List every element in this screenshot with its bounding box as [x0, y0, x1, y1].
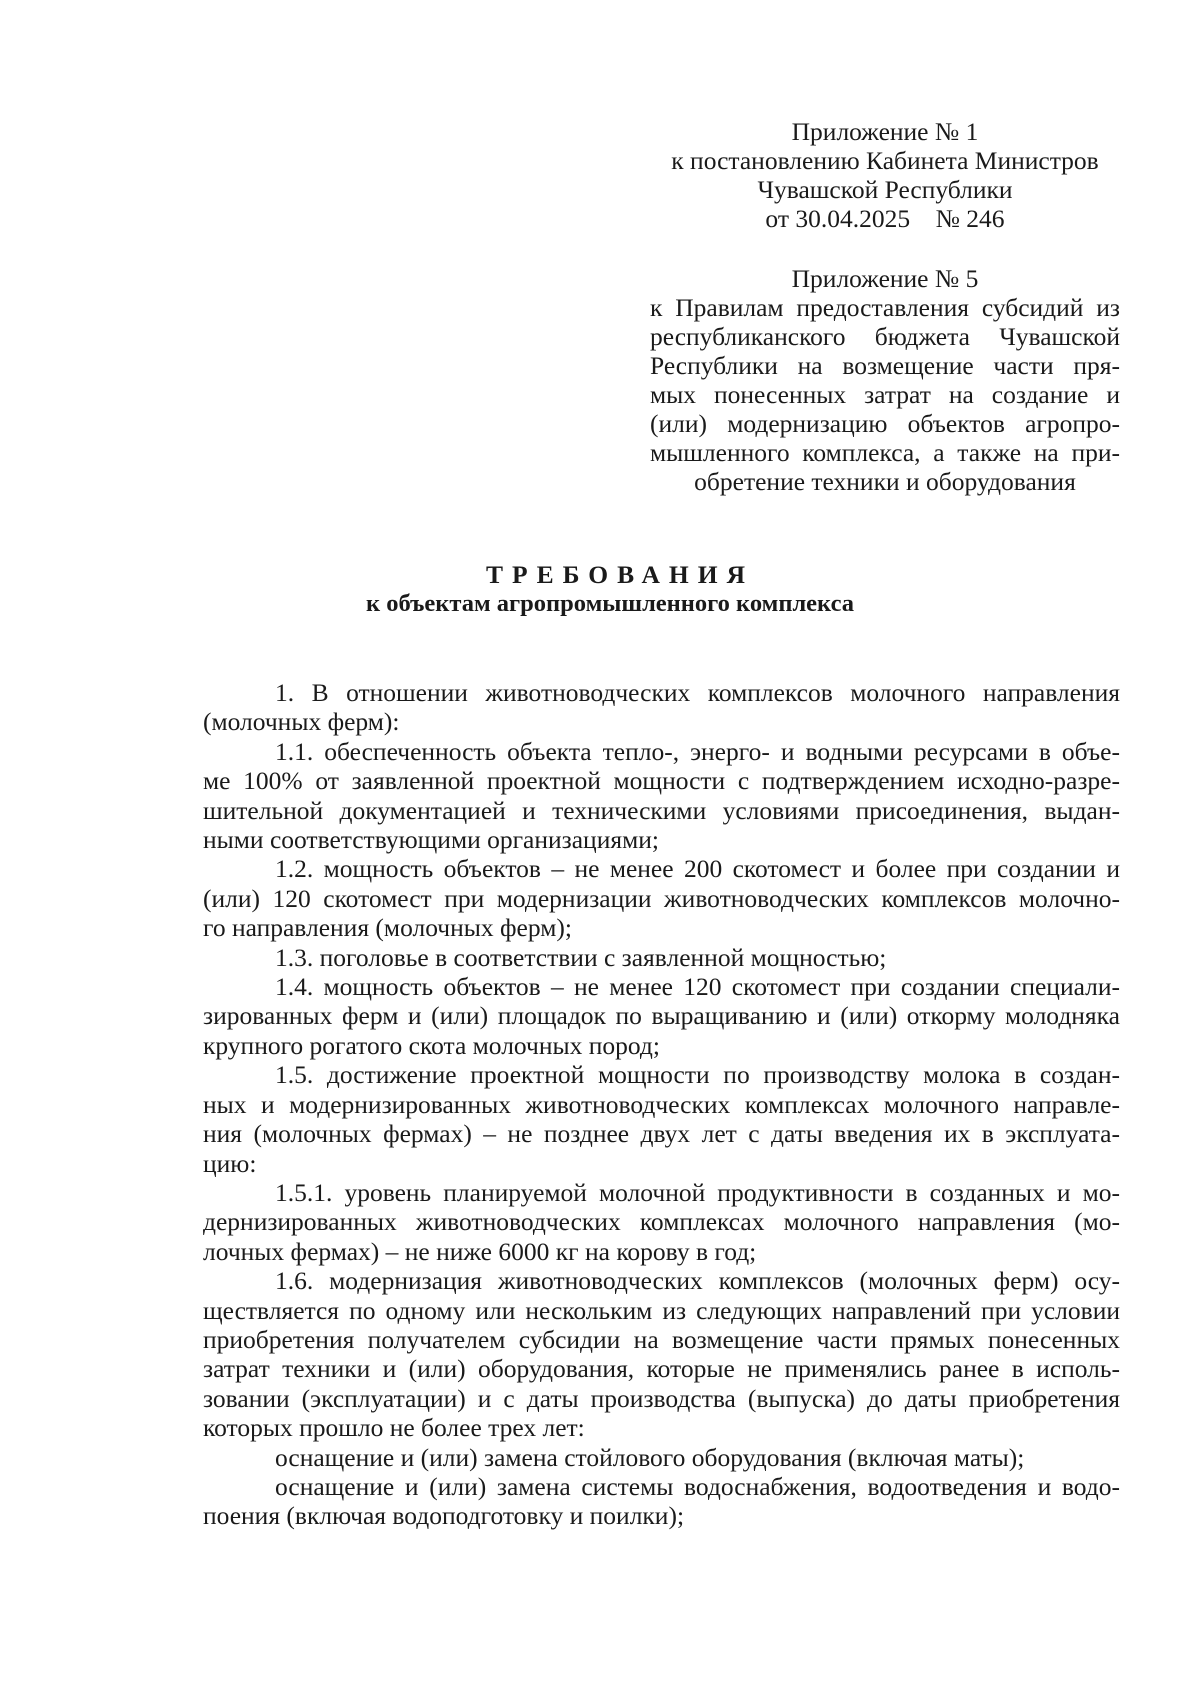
body-line: (или) 120 скотомест при модернизации животноводческих комплексов молочно- [203, 883, 1120, 913]
body-line: оснащение и (или) замена системы водоснабжения, водоотведения и водо- [275, 1471, 1120, 1501]
appendix-5-line: республиканского бюджета Чувашской [650, 322, 1120, 351]
appendix-1-line: к постановлению Кабинета Министров [671, 146, 1099, 175]
body-line: поения (включая водоподготовку и поилки); [203, 1501, 685, 1531]
body-line: ния (молочных фермах) – не позднее двух лет с даты введения их в эксплуата- [203, 1119, 1120, 1149]
body-line: ме 100% от заявленной проектной мощности с подтверждением исходно-разре- [203, 766, 1120, 796]
body-line: 1.3. поголовье в соответствии с заявленной мощностью; [275, 942, 887, 972]
appendix-5-line: Республики на возмещение части пря- [650, 351, 1120, 380]
body-line: ных и модернизированных животноводческих комплексах молочного направле- [203, 1089, 1120, 1119]
body-line: 1.6. модернизация животноводческих комплексов (молочных ферм) осу- [275, 1266, 1120, 1296]
appendix-5-header [650, 264, 1120, 496]
appendix-1-line: Приложение № 1 [791, 117, 979, 146]
appendix-5-line: Приложение № 5 [791, 264, 979, 293]
document-body [203, 678, 1120, 1531]
appendix-5-line: мышленного комплекса, а также на при- [650, 438, 1120, 467]
body-line: 1.1. обеспеченность объекта тепло-, энерго- и водными ресурсами в объе- [275, 736, 1120, 766]
body-line: 1.5. достижение проектной мощности по производству молока в создан- [275, 1060, 1120, 1090]
body-line: шительной документацией и техническими условиями присоединения, выдан- [203, 795, 1120, 825]
body-line: 1.5.1. уровень планируемой молочной продуктивности в созданных и мо- [275, 1177, 1120, 1207]
body-line: дернизированных животноводческих комплексах молочного направления (мо- [203, 1207, 1120, 1237]
appendix-5-line: к Правилам предоставления субсидий из [650, 293, 1120, 322]
body-line: 1. В отношении животноводческих комплексов молочного направления [275, 678, 1120, 707]
body-line: которых прошло не более трех лет: [203, 1413, 585, 1443]
body-line: ществляется по одному или нескольким из следующих направлений при условии [203, 1295, 1120, 1325]
appendix-1-header [650, 117, 1120, 233]
appendix-5-line: мых понесенных затрат на создание и [650, 380, 1120, 409]
appendix-5-line: (или) модернизацию объектов агропро- [650, 409, 1120, 438]
appendix-1-line: Чувашской Республики [757, 175, 1013, 204]
body-line: 1.2. мощность объектов – не менее 200 скотомест и более при создании и [275, 854, 1120, 884]
body-line: 1.4. мощность объектов – не менее 120 скотомест при создании специали- [275, 972, 1120, 1002]
document-subtitle: к объектам агропромышленного комплекса [365, 590, 854, 617]
body-line: (молочных ферм): [203, 707, 400, 737]
body-line: ными соответствующими организациями; [203, 825, 659, 855]
body-line: оснащение и (или) замена стойлового оборудования (включая маты); [275, 1442, 1025, 1472]
body-line: цию: [203, 1148, 257, 1178]
body-line: приобретения получателем субсидии на возмещение части прямых понесенных [203, 1324, 1120, 1354]
body-line: зированных ферм и (или) площадок по выращиванию и (или) откорму молодняка [203, 1001, 1120, 1031]
appendix-1-line: от 30.04.2025 № 246 [765, 204, 1005, 233]
body-line: крупного рогатого скота молочных пород; [203, 1030, 660, 1060]
body-line: зовании (эксплуатации) и с даты производства (выпуска) до даты приобретения [203, 1383, 1120, 1413]
document-title: ТРЕБОВАНИЯ [485, 560, 754, 589]
body-line: лочных фермах) – не ниже 6000 кг на корову в год; [203, 1236, 757, 1266]
body-line: го направления (молочных ферм); [203, 913, 572, 943]
body-line: затрат техники и (или) оборудования, которые не применялись ранее в исполь- [203, 1354, 1120, 1384]
appendix-5-line: обретение техники и оборудования [694, 467, 1076, 496]
